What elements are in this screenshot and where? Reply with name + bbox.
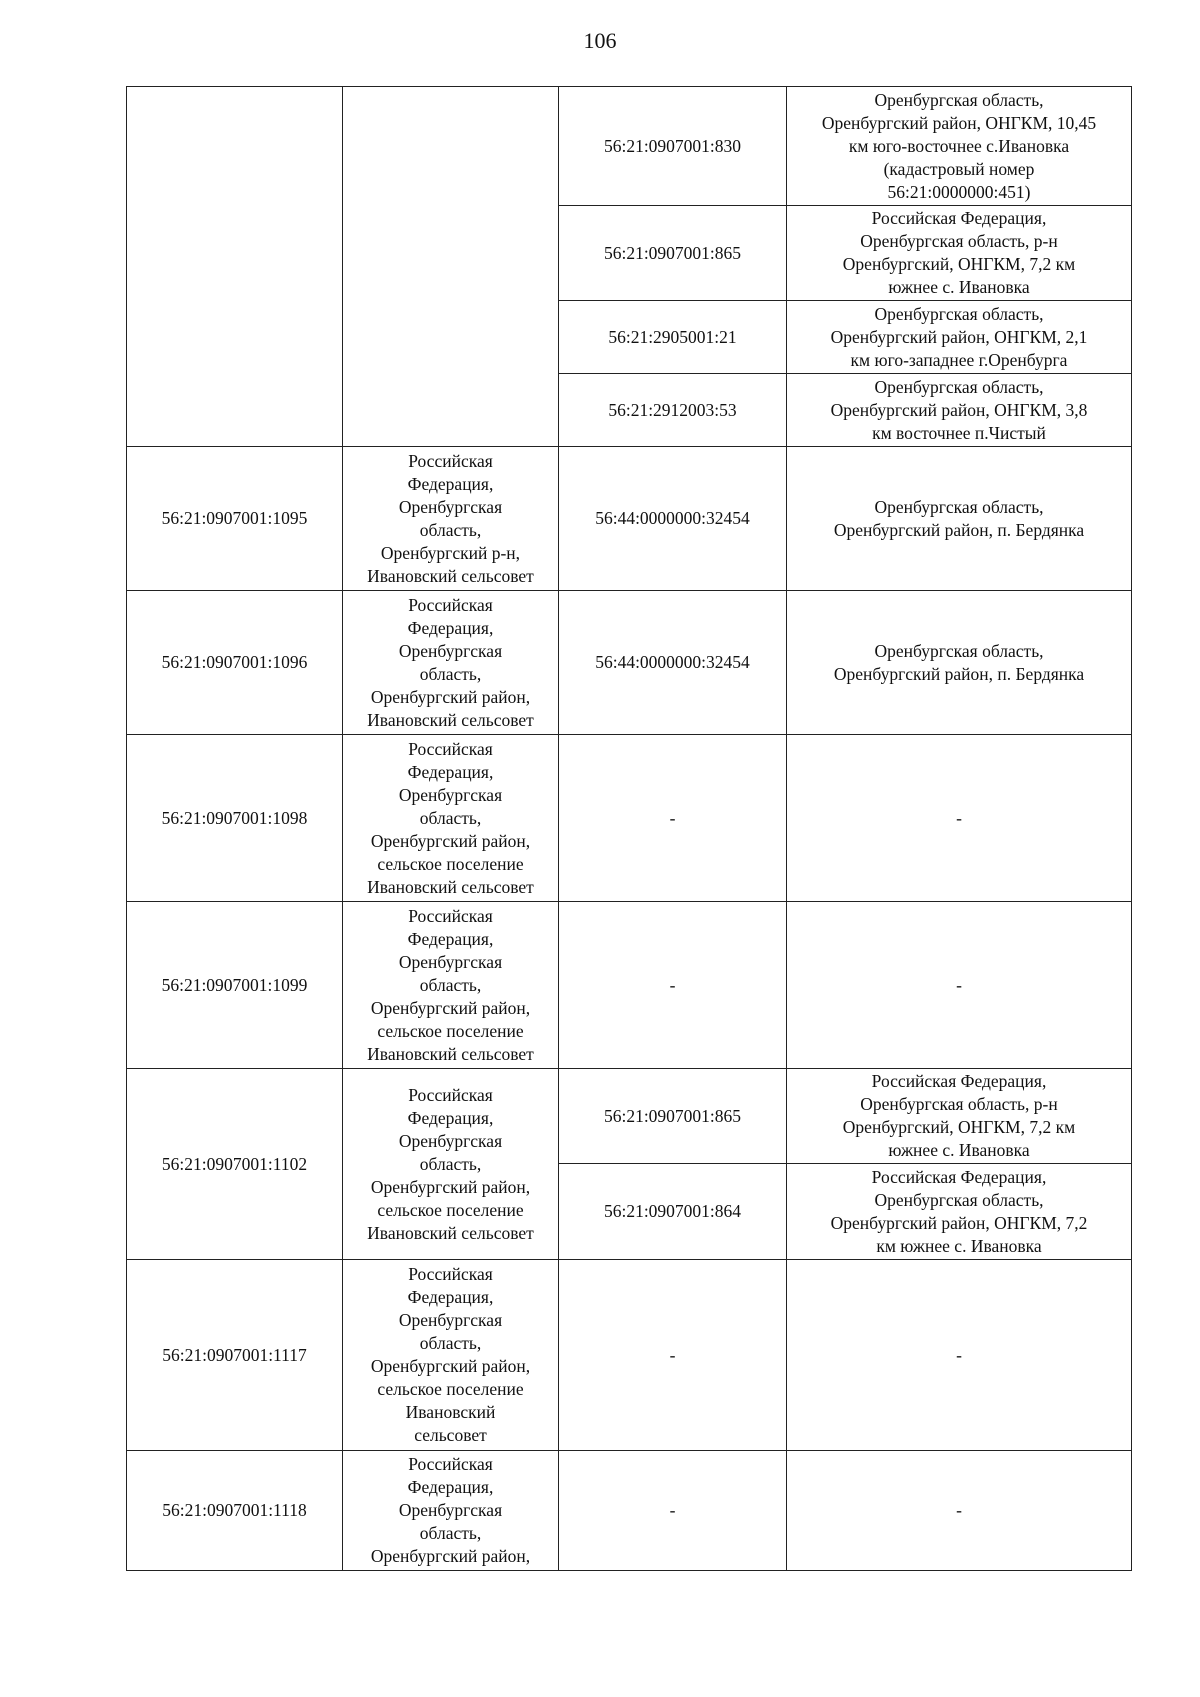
- cadastral-number-cell: 56:21:0907001:1098: [127, 735, 343, 902]
- address-text-line: сельское поселение: [377, 1020, 524, 1041]
- address-text-line: Оренбургский район,: [370, 830, 531, 851]
- address-text-line: Оренбургская: [398, 951, 503, 972]
- related-address-cell: [787, 1451, 1132, 1571]
- cadastral-table: [126, 86, 1132, 1571]
- related-address-cell: [787, 447, 1132, 591]
- related-cadastral-number-cell: 56:44:0000000:32454: [559, 591, 787, 735]
- cadastral-number-cell: 56:21:0907001:1099: [127, 902, 343, 1069]
- address-text-line: сельсовет: [414, 1425, 487, 1445]
- related-address-text-line: 56:21:0000000:451): [887, 181, 1031, 202]
- related-address-text: [795, 496, 1123, 542]
- address-text-line: Федерация,: [407, 761, 494, 782]
- related-address-cell: [787, 1260, 1132, 1451]
- related-address-cell: [787, 591, 1132, 735]
- related-address-text: [795, 1344, 1123, 1367]
- related-address-text: [795, 807, 1123, 830]
- address-text-line: Оренбургская: [398, 1130, 503, 1151]
- address-text-line: область,: [419, 1333, 482, 1353]
- related-cadastral-number-cell: 56:21:0907001:864: [559, 1164, 787, 1260]
- address-cell: [343, 735, 559, 902]
- related-cadastral-number-cell: 56:21:2912003:53: [559, 374, 787, 447]
- related-cadastral-number-cell: 56:21:0907001:865: [559, 206, 787, 301]
- address-text-line: Федерация,: [407, 1107, 494, 1128]
- address-text-line: Оренбургская: [398, 640, 503, 661]
- related-address-text: [795, 974, 1123, 997]
- related-address-text-line: -: [956, 807, 962, 828]
- address-text-line: область,: [419, 1523, 482, 1543]
- related-address-text: [795, 89, 1123, 204]
- table-row: [127, 447, 1132, 591]
- related-address-text: [795, 303, 1123, 372]
- address-text-line: Российская: [408, 450, 493, 471]
- address-text-line: область,: [419, 974, 482, 995]
- address-cell: [343, 87, 559, 447]
- address-text-line: сельское поселение: [377, 853, 524, 874]
- cadastral-number-cell: [127, 87, 343, 447]
- related-address-text-line: (кадастровый номер: [883, 158, 1035, 179]
- address-text-line: Оренбургский район,: [370, 1176, 531, 1197]
- related-address-text-line: -: [956, 1344, 962, 1365]
- related-cadastral-number-cell: 56:21:0907001:830: [559, 87, 787, 206]
- related-address-cell: [787, 1069, 1132, 1164]
- address-text-line: Федерация,: [407, 928, 494, 949]
- related-address-text-line: южнее с. Ивановка: [888, 1140, 1030, 1160]
- related-address-cell: [787, 735, 1132, 902]
- related-address-text-line: Оренбургский район, ОНГКМ, 3,8: [830, 399, 1088, 420]
- address-text-line: Ивановский сельсовет: [367, 1222, 534, 1243]
- cadastral-number-cell: 56:21:0907001:1095: [127, 447, 343, 591]
- address-text-line: Оренбургский район,: [370, 1356, 531, 1376]
- related-address-text: [795, 1499, 1123, 1522]
- related-cadastral-number-cell: 56:21:0907001:865: [559, 1069, 787, 1164]
- related-cadastral-number-cell: 56:44:0000000:32454: [559, 447, 787, 591]
- table-row: [127, 1451, 1132, 1571]
- address-text-line: область,: [419, 663, 482, 684]
- related-cadastral-number-cell: -: [559, 902, 787, 1069]
- related-address-cell: [787, 1164, 1132, 1260]
- address-text: [351, 1263, 550, 1447]
- related-address-text-line: Оренбургский район, ОНГКМ, 10,45: [821, 112, 1097, 133]
- related-address-text-line: -: [956, 974, 962, 995]
- related-address-text: [795, 1166, 1123, 1258]
- cadastral-number-cell: 56:21:0907001:1118: [127, 1451, 343, 1571]
- related-address-cell: [787, 374, 1132, 447]
- related-cadastral-number-cell: -: [559, 735, 787, 902]
- address-text-line: Ивановский сельсовет: [367, 565, 534, 586]
- related-cadastral-number-cell: -: [559, 1260, 787, 1451]
- related-address-text-line: Оренбургская область, р-н: [860, 231, 1058, 251]
- address-text-line: Оренбургская: [398, 496, 503, 517]
- address-cell: [343, 447, 559, 591]
- address-text-line: Оренбургский район,: [370, 1546, 531, 1566]
- related-address-cell: [787, 87, 1132, 206]
- address-text-line: Оренбургская: [398, 1500, 503, 1520]
- cadastral-number-cell: 56:21:0907001:1096: [127, 591, 343, 735]
- table-row: [127, 1260, 1132, 1451]
- address-text: [351, 594, 550, 732]
- related-address-text-line: км юго-восточнее с.Ивановка: [848, 135, 1070, 156]
- related-address-text-line: Оренбургский, ОНГКМ, 7,2 км: [842, 254, 1076, 274]
- related-address-text: [795, 207, 1123, 299]
- address-text-line: Ивановский сельсовет: [367, 876, 534, 897]
- related-address-text-line: Оренбургская область,: [874, 1189, 1044, 1210]
- address-text-line: сельское поселение: [377, 1379, 524, 1399]
- related-address-text-line: Оренбургская область,: [874, 89, 1044, 110]
- related-address-text: [795, 1070, 1123, 1162]
- related-address-cell: [787, 902, 1132, 1069]
- address-text-line: Российская: [408, 1084, 493, 1105]
- related-address-text-line: Оренбургская область, р-н: [860, 1094, 1058, 1114]
- cadastral-number-cell: 56:21:0907001:1102: [127, 1069, 343, 1260]
- related-address-text-line: Оренбургская область,: [874, 376, 1044, 397]
- related-address-text-line: Оренбургский район, ОНГКМ, 7,2: [830, 1212, 1088, 1233]
- address-text-line: Ивановский сельсовет: [367, 1043, 534, 1064]
- related-address-cell: [787, 301, 1132, 374]
- related-address-text-line: Оренбургский район, ОНГКМ, 2,1: [830, 326, 1088, 347]
- address-cell: [343, 1260, 559, 1451]
- table-row: [127, 902, 1132, 1069]
- address-text-line: Ивановский сельсовет: [367, 709, 534, 730]
- related-cadastral-number-cell: 56:21:2905001:21: [559, 301, 787, 374]
- table-row: [127, 1069, 1132, 1164]
- address-text-line: Российская: [408, 594, 493, 615]
- related-address-text-line: южнее с. Ивановка: [888, 277, 1030, 297]
- address-cell: [343, 902, 559, 1069]
- address-text-line: Федерация,: [407, 617, 494, 638]
- address-text-line: Российская: [408, 905, 493, 926]
- address-text: [351, 738, 550, 899]
- related-address-text-line: Российская Федерация,: [871, 1071, 1047, 1091]
- related-address-text-line: -: [956, 1500, 962, 1520]
- cadastral-table-body: [127, 87, 1132, 1571]
- address-text: [351, 1084, 550, 1245]
- related-address-text-line: Оренбургский район, п. Бердянка: [833, 519, 1085, 540]
- table-row: [127, 87, 1132, 206]
- related-address-text-line: Оренбургская область,: [874, 303, 1044, 324]
- cadastral-number-cell: 56:21:0907001:1117: [127, 1260, 343, 1451]
- address-text-line: область,: [419, 519, 482, 540]
- related-address-cell: [787, 206, 1132, 301]
- address-text-line: Федерация,: [407, 1287, 494, 1307]
- address-cell: [343, 591, 559, 735]
- address-text: [351, 1453, 550, 1568]
- related-address-text-line: км юго-западнее г.Оренбурга: [850, 349, 1068, 370]
- address-text-line: Оренбургская: [398, 1310, 503, 1330]
- address-text-line: Федерация,: [407, 473, 494, 494]
- address-text-line: Оренбургский р-н,: [380, 542, 521, 563]
- table-row: [127, 591, 1132, 735]
- related-address-text-line: Российская Федерация,: [871, 1166, 1047, 1187]
- page-number: 106: [583, 28, 617, 53]
- related-address-text: [795, 640, 1123, 686]
- address-text-line: Российская: [408, 738, 493, 759]
- address-text-line: область,: [419, 807, 482, 828]
- address-text-line: сельское поселение: [377, 1199, 524, 1220]
- related-address-text-line: Российская Федерация,: [871, 208, 1047, 228]
- address-cell: [343, 1069, 559, 1260]
- related-address-text-line: км восточнее п.Чистый: [872, 422, 1046, 443]
- address-text-line: Оренбургский район,: [370, 686, 531, 707]
- related-address-text-line: км южнее с. Ивановка: [876, 1235, 1042, 1256]
- address-text: [351, 450, 550, 588]
- table-row: [127, 735, 1132, 902]
- related-address-text-line: Оренбургский, ОНГКМ, 7,2 км: [842, 1117, 1076, 1137]
- address-text-line: Оренбургский район,: [370, 997, 531, 1018]
- address-text-line: Федерация,: [407, 1477, 494, 1497]
- address-text-line: область,: [419, 1153, 482, 1174]
- address-text-line: Российская: [408, 1264, 493, 1284]
- related-address-text-line: Оренбургский район, п. Бердянка: [833, 663, 1085, 684]
- address-text: [351, 905, 550, 1066]
- related-cadastral-number-cell: -: [559, 1451, 787, 1571]
- related-address-text-line: Оренбургская область,: [874, 496, 1044, 517]
- address-cell: [343, 1451, 559, 1571]
- related-address-text: [795, 376, 1123, 445]
- related-address-text-line: Оренбургская область,: [874, 640, 1044, 661]
- address-text-line: Ивановский: [405, 1402, 496, 1422]
- address-text-line: Оренбургская: [398, 784, 503, 805]
- address-text-line: Российская: [408, 1454, 493, 1474]
